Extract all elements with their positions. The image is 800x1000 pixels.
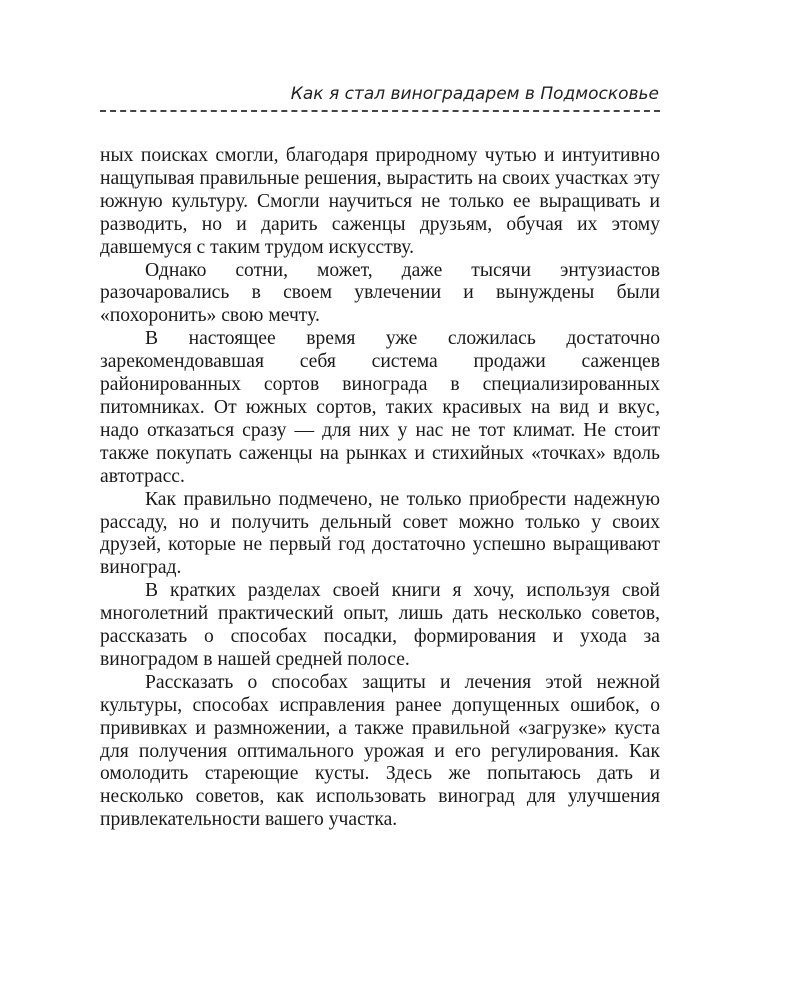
paragraph: Рассказать о способах защиты и лечения этой нежной культуры, способах исправления ранее допущенных ошибок, о прививках и размножении, а также правильной «загрузке» куста для получения оптимального урожая и его регулирования. Как омолодить стареющие кусты. Здесь же попытаюсь дать и несколько советов, как использовать виноград для улучшения привлекательности вашего участка. [100,671,660,831]
paragraph-continuation: ных поисках смогли, благодаря природному чутью и интуитивно нащупывая правильные решения, вырастить на своих участках эту южную культуру. Смогли научиться не только ее выращивать и разводить, но и дарить саженцы друзьям, обучая их этому давшемуся с таким трудом искусству. [100,145,660,258]
body-text [100,145,660,832]
paragraph: Как правильно подмечено, не только приобрести надежную рассаду, но и получить дельный совет можно только у своих друзей, которые не первый год достаточно успешно выращивают виноград. [100,488,660,579]
paragraph: В кратких разделах своей книги я хочу, используя свой многолетний практический опыт, лишь дать несколько советов, рассказать о способах посадки, формирования и ухода за виноградом в нашей средней полосе. [100,580,660,670]
header-dashed-rule [100,110,660,112]
running-header-title: Как я стал виноградарем в Подмосковье [290,84,659,104]
paragraph: В настоящее время уже сложилась достаточно зарекомендовавшая себя система продажи саженцев районированных сортов винограда в специализированных питомниках. От южных сортов, таких красивых на вид и вкус, надо отказаться сразу — для них у нас не тот климат. Не стоит также покупать саженцы на рынках и стихийных «точках» вдоль автотрасс. [100,328,660,487]
paragraph: Однако сотни, может, даже тысячи энтузиастов разочаровались в своем увлечении и вынуждены были «похоронить» свою мечту. [100,259,660,327]
